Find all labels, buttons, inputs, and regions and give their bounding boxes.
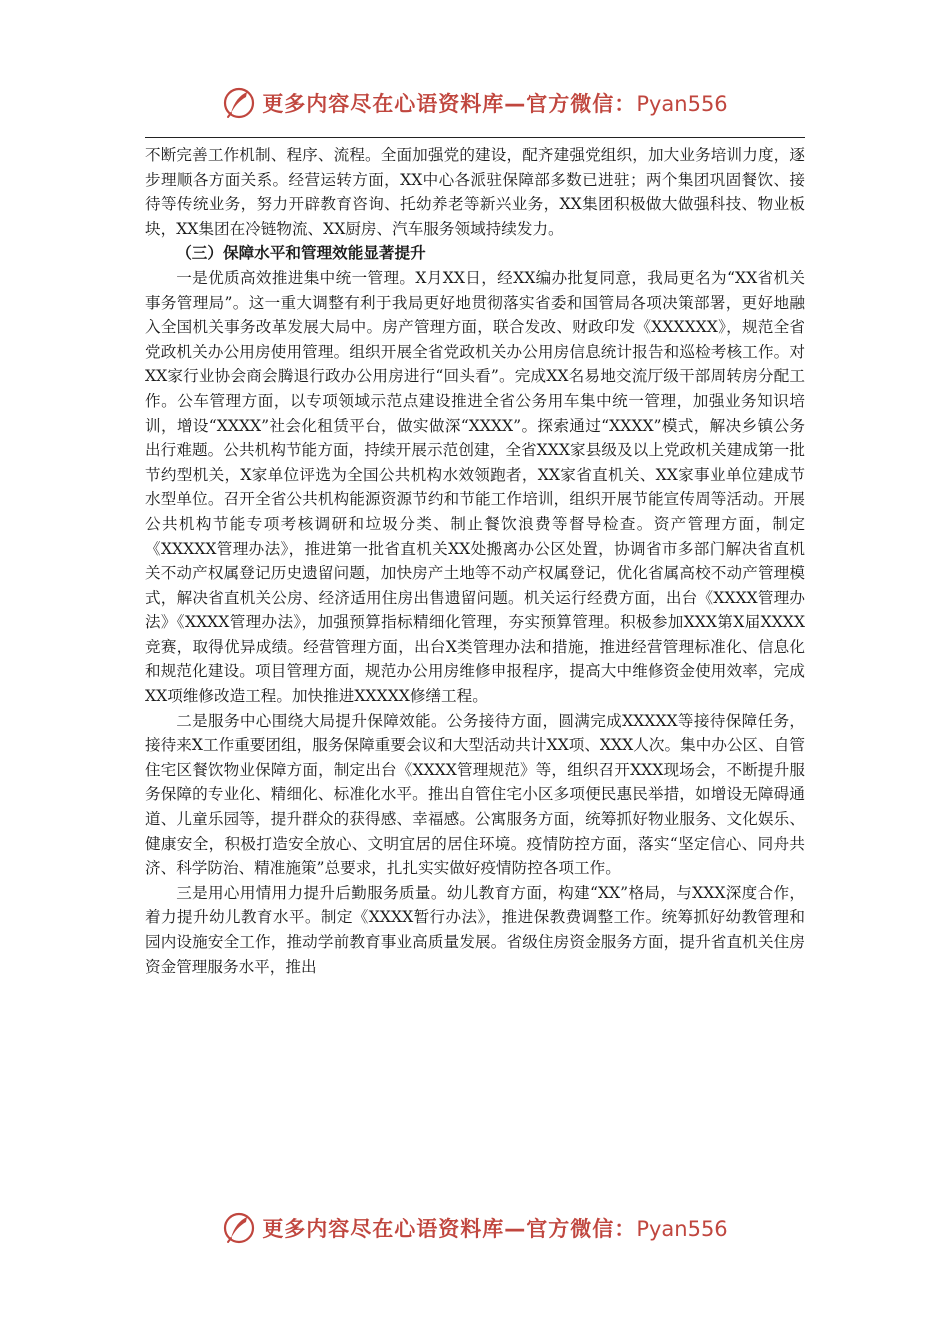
paragraph-service-center: 二是服务中心围绕大局提升保障效能。公务接待方面，圆满完成XXXXX等接待保障任务，接待来X工作重要团组，服务保障重要会议和大型活动共计XX项、XXX人次。集中办公区、自管住宅区餐饮物业保障方面，制定出台《XXXX管理规范》等，组织召开XXX现场会，不断提升服务保障的专业化、精细化、标准化水平。推出自管住宅小区多项便民惠民举措，如增设无障碍通道、儿童乐园等，提升群众的获得感、幸福感。公寓服务方面，统筹抓好物业服务、文化娱乐、健康安全，积极打造安全放心、文明宜居的居住环境。疫情防控方面，落实“坚定信心、同舟共济、科学防治、精准施策”总要求，扎扎实实做好疫情防控各项工作。 [145,711,805,878]
paragraph-centralized-management: 一是优质高效推进集中统一管理。X月XX日，经XX编办批复同意，我局更名为“XX省机关事务管理局”。这一重大调整有利于我局更好地贯彻落实省委和国管局各项决策部署，更好地融入全国机关事务改革发展大局中。房产管理方面，联合发改、财政印发《XXXXXX》，规范全省党政机关办公用房使用管理。组织开展全省党政机关办公用房信息统计报告和巡检考核工作。对XX家行业协会商会腾退行政办公用房进行“回头看”。完成XX名易地交流厅级干部周转房分配工作。公车管理方面，以专项领域示范点建设推进全省公务用车集中统一管理，加强业务知识培训，增设“XXXX”社会化租赁平台，做实做深“XXXX”。探索通过“XXXX”模式，解决乡镇公务出行难题。公共机构节能方面，持续开展示范创建，全省XXX家县级及以上党政机关建成第一批节约型机关，X家单位评选为全国公共机构水效领跑者，XX家省直机关、XX家事业单位建成节水型单位。召开全省公共机构能源资源节约和节能工作培训，组织开展节能宣传周等活动。开展公共机构节能专项考核调研和垃圾分类、制止餐饮浪费等督导检查。资产管理方面，制定《XXXXX管理办法》，推进第一批省直机关XX处搬离办公区处置，协调省市多部门解决省直机关不动产权属登记历史遗留问题，加快房产土地等不动产权属登记，优化省属高校不动产管理模式，解决省直机关公房、经济适用住房出售遗留问题。机关运行经费方面，出台《XXXX管理办法》《XXXX管理办法》，加强预算指标精细化管理，夯实预算管理。积极参加XXX第X届XXXX竞赛，取得优异成绩。经营管理方面，出台X类管理办法和措施，推进经营管理标准化、信息化和规范化建设。项目管理方面，规范办公用房维修申报程序，提高大中维修资金使用效率，完成XX项维修改造工程。加快推进XXXXX修缮工程。 [145,268,805,706]
header-banner-text: 更多内容尽在心语资料库—官方微信：Pyan556 [262,92,728,116]
quill-logo-icon [222,1211,256,1245]
intro-paragraph: 不断完善工作机制、程序、流程。全面加强党的建设，配齐建强党组织，加大业务培训力度，逐步理顺各方面关系。经营运转方面，XX中心各派驻保障部多数已进驻；两个集团巩固餐饮、接待等传统业务，努力开辟教育咨询、托幼养老等新兴业务，XX集团积极做大做强科技、物业板块，XX集团在冷链物流、XX厨房、汽车服务领域持续发力。 [145,146,805,238]
header-divider [145,137,805,138]
header-wechat-id: Pyan556 [636,92,728,116]
header-banner [0,83,950,123]
footer-banner-text: 更多内容尽在心语资料库—官方微信：Pyan556 [262,1217,728,1241]
document-body [145,143,805,979]
paragraph-logistics-quality: 三是用心用情用力提升后勤服务质量。幼儿教育方面，构建“XX”格局，与XXX深度合作，着力提升幼儿教育水平。制定《XXXX暂行办法》，推进保教费调整工作。统筹抓好幼教管理和园内设施安全工作，推动学前教育事业高质量发展。省级住房资金服务方面，提升省直机关住房资金管理服务水平，推出 [145,883,805,976]
footer-wechat-id: Pyan556 [636,1217,728,1241]
section-heading: （三）保障水平和管理效能显著提升 [176,243,426,263]
quill-logo-icon [222,86,256,120]
footer-banner [0,1208,950,1248]
